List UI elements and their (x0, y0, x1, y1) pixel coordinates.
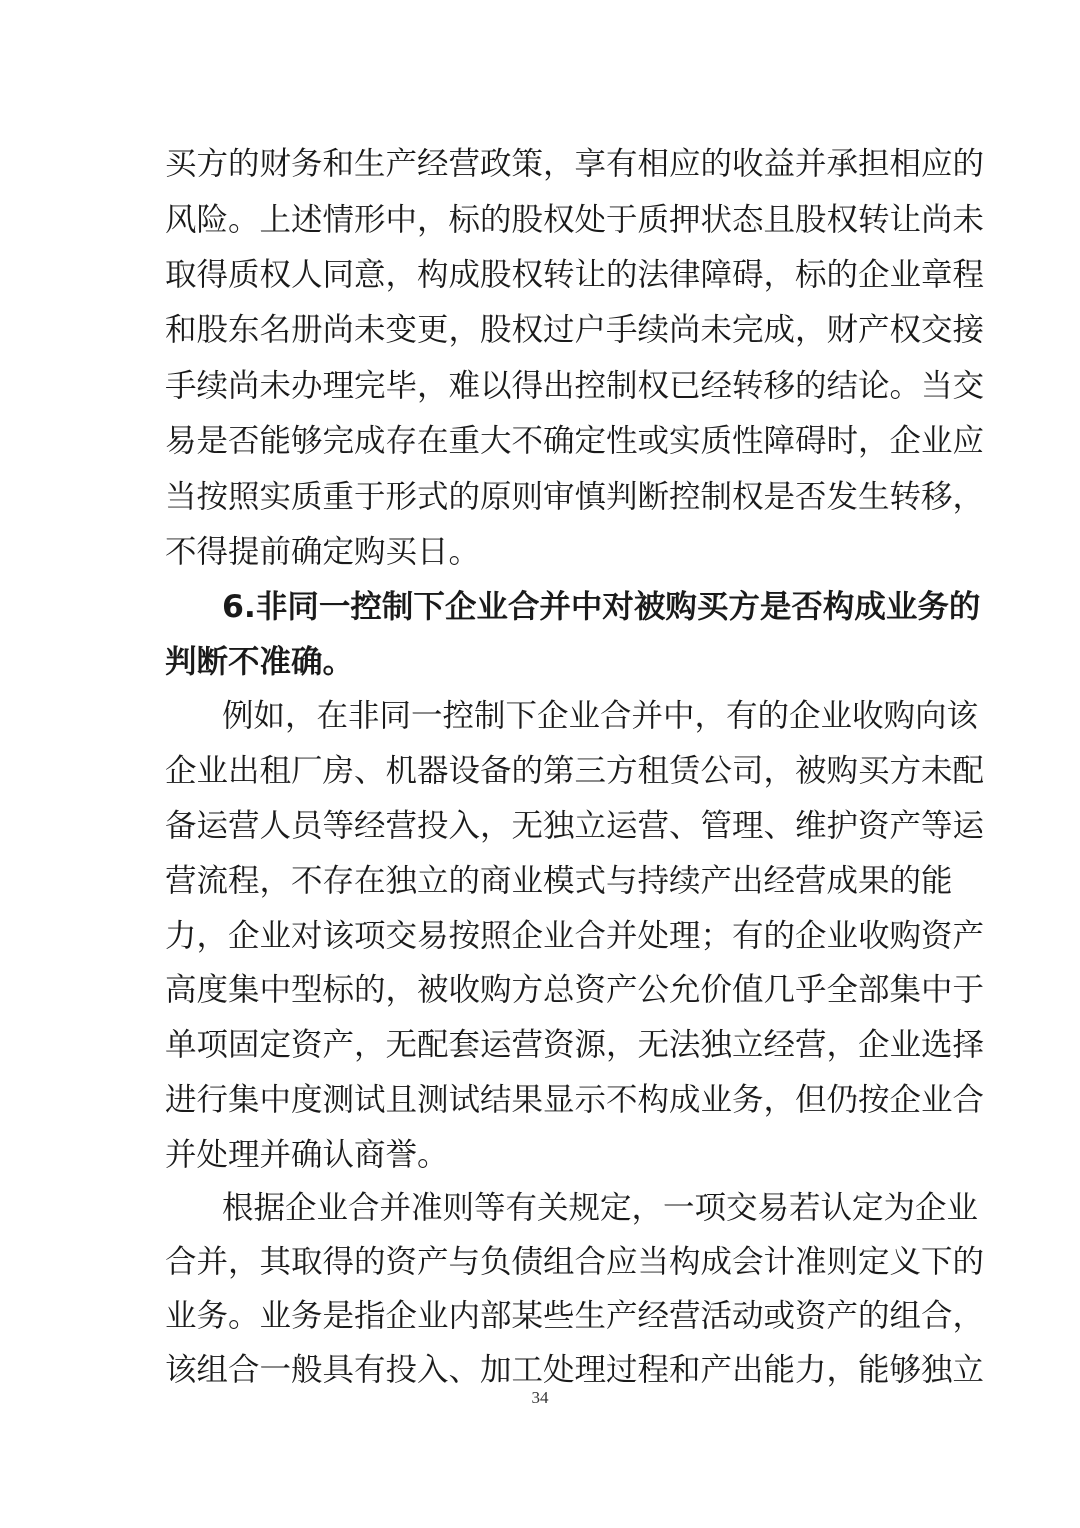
paragraph-3-line-2: 合并，其取得的资产与负债组合应当构成会计准则定义下的 (165, 1244, 985, 1280)
paragraph-1-line-6: 易是否能够完成存在重大不确定性或实质性障碍时，企业应 (165, 423, 985, 459)
paragraph-1-line-7: 当按照实质重于形式的原则审慎判断控制权是否发生转移， (165, 479, 985, 515)
paragraph-2-line-4: 营流程，不存在独立的商业模式与持续产出经营成果的能 (165, 863, 953, 899)
paragraph-2-line-9: 并处理并确认商誉。 (165, 1137, 449, 1173)
paragraph-1-line-1: 买方的财务和生产经营政策，享有相应的收益并承担相应的 (165, 146, 985, 182)
paragraph-3-line-3: 业务。业务是指企业内部某些生产经营活动或资产的组合， (165, 1298, 985, 1334)
paragraph-1-line-3: 取得质权人同意，构成股权转让的法律障碍，标的企业章程 (165, 257, 985, 293)
paragraph-3-line-1: 根据企业合并准则等有关规定，一项交易若认定为企业 (222, 1190, 979, 1226)
page-number: 34 (531, 1388, 549, 1407)
paragraph-1-line-4: 和股东名册尚未变更，股权过户手续尚未完成，财产权交接 (165, 312, 985, 348)
paragraph-2-line-5: 力，企业对该项交易按照企业合并处理；有的企业收购资产 (165, 918, 985, 954)
paragraph-1-line-2: 风险。上述情形中，标的股权处于质押状态且股权转让尚未 (165, 202, 985, 238)
section-heading-line-2: 判断不准确。 (165, 644, 355, 680)
paragraph-2-line-1: 例如，在非同一控制下企业合并中，有的企业收购向该 (222, 698, 979, 734)
paragraph-2-line-7: 单项固定资产，无配套运营资源，无法独立经营，企业选择 (165, 1027, 985, 1063)
paragraph-2-line-6: 高度集中型标的，被收购方总资产公允价值几乎全部集中于 (165, 972, 985, 1008)
paragraph-1-line-8: 不得提前确定购买日。 (165, 534, 481, 570)
paragraph-1-line-5: 手续尚未办理完毕，难以得出控制权已经转移的结论。当交 (165, 368, 985, 404)
paragraph-2-line-2: 企业出租厂房、机器设备的第三方租赁公司，被购买方未配 (165, 753, 985, 789)
section-heading-line-1: 6.非同一控制下企业合并中对被购买方是否构成业务的 (222, 589, 981, 625)
paragraph-3-line-4: 该组合一般具有投入、加工处理过程和产出能力，能够独立 (165, 1352, 985, 1388)
paragraph-2-line-3: 备运营人员等经营投入，无独立运营、管理、维护资产等运 (165, 808, 985, 844)
paragraph-2-line-8: 进行集中度测试且测试结果显示不构成业务，但仍按企业合 (165, 1082, 985, 1118)
